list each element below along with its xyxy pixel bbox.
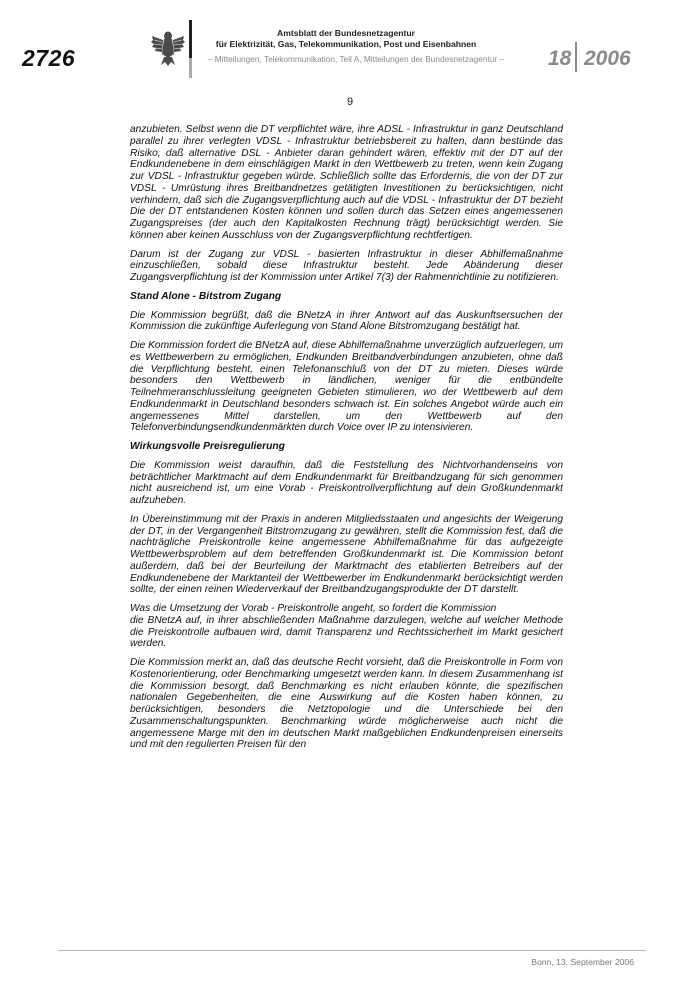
section-heading: Stand Alone - Bitstrom Zugang [130,290,282,302]
footer-date: Bonn, 13. September 2006 [531,957,634,967]
gazette-subtitle: für Elektrizität, Gas, Telekommunikation, Post und Eisenbahnen [215,39,477,49]
issue-year: 2006 [584,47,631,70]
gazette-title: Amtsblatt der Bundesnetzagentur [277,28,415,38]
gazette-section: – Mitteilungen, Telekommunikation, Teil A, Mitteilungen der Bundesnetzagentur – [207,54,505,64]
paragraph: Die Kommission weist daraufhin, daß die Feststellung des Nichtvorhandenseins von beträchtlicher Marktmacht auf dem Endkundenmarkt für Breitbandzugang für sich genommen nicht ausreichend ist, um eine Vorab - Preiskontrollverpflichtung auf dein Großkundenmarkt aufzuheben. [130,459,563,506]
paragraph: anzubieten. Selbst wenn die DT verpflichtet wäre, ihre ADSL - Infrastruktur in ganz Deutschland parallel zu ihrer verlegten VDSL - Infrastruktur betriebsbereit zu halten, dann bestünde das Risiko, daß alternative DSL - Anbieter daran gehindert wären, effektiv mit der DT auf der Endkundenebene in dem einschlägigen Markt in den Wettbewerb zu treten, wenn kein Zugang zur VDSL - Infrastruktur gegeben würde. Schließlich sollte das Erfordernis, die von der DT zur VDSL - Umrüstung ihres Breitbandnetzes getätigten Investitionen zu berücksichtigen, nicht verhindern, daß sich die Zugangsverpflichtung auch auf die VDSL - Infrastruktur der DT bezieht Die der DT entstandenen Kosten können und sollen durch das Setzen eines angemessenen Zugangspreises (der auch den Kapitalkosten Rechnung trägt) berücksichtigt werden. Sie können aber keinen Ausschluss von der Zugangsverpflichtung rechtfertigen. [130,124,563,241]
footer-rule [58,950,646,951]
section-heading: Wirkungsvolle Preisregulierung [130,441,285,452]
paragraph: Darum ist der Zugang zur VDSL - basierten Infrastruktur in dieser Abhilfemaßnahme einzuschließen, sobald diese Infrastruktur besteht. Jede Abänderung dieser Zugangsverpflichtung ist der Kommission unter Artikel 7(3) der Rahmenrichtlinie zu notifizieren. [130,248,563,283]
paragraph: Die Kommission fordert die BNetzA auf, diese Abhilfemaßnahme unverzüglich aufzuerlegen, um es Wettbewerbern zu ermöglichen, Endkunden Breitbandverbindungen anzubieten, ohne daß die Verpflichtung besteht, einen Telefonanschluß von der DT zu mieten. Dieses würde besonders den Wettbewerb in ländlichen, weniger für die entbündelte Teilnehmeranschlussleitung geeigneten Gebieten stimulieren, wo der Wettbewerb auf dem Endkundenmarkt in Deutschland besonders schwach ist. Ein solches Angebot würde auch ein angemessenes Mittel darstellen, um den Wettbewerb auf den Telefonverbindungsendkundenmärkten durch Voice over IP zu intensivieren. [130,340,563,434]
header-divider-accent [189,58,192,78]
paragraph: In Übereinstimmung mit der Praxis in anderen Mitgliedsstaaten und angesichts der Weigerung der DT, in der Vergangenheit Bitstromzugang zu gewähren, stellt die Kommission fest, daß die nachträgliche Preiskontrolle keine angemessene Abhilfemaßnahme für das aufgezeigte Wettbewerbsproblem auf dem betreffenden Großkundenmarkt ist. Die Kommission betont außerdem, daß bei der Beurteilung der Marktmacht des etablierten Betreibers auf der Endkundenebene der Marktanteil der Wettbewerber im Endkundenmarkt berücksichtigt werden sollte, der einen reinen Wiederverkauf der Breitbandzugangsprodukte der DT darstellt. [130,513,563,596]
content-page-number: 9 [346,96,354,108]
issue-number: 18 [548,47,572,70]
paragraph: die BNetzA auf, in ihrer abschließenden Maßnahme darzulegen, welche auf welcher Methode die Preiskontrolle aufbauen wird, damit Transparenz und Rechtssicherheit im Markt gesichert werden. [130,614,563,650]
paragraph: Die Kommission merkt an, daß das deutsche Recht vorsieht, daß die Preiskontrolle in Form von Kostenorientierung, oder Benchmarking umgesetzt werden kann. In diesem Zusammenhang ist die Kommission besorgt, daß Benchmarking es nicht erlauben könnte, die spezifischen nationalen Gegebenheiten, die eine Auswirkung auf die Kosten haben können, zu berücksichtigen, besonders die Netztopologie und die Unterschiede bei den Zusammenschaltungspunkten. Benchmarking würde möglicherweise auch nicht die angemessene Marge mit den im deutschen Markt maßgeblichen Endkundenpreisen einerseits und mit den regulierten Preisen für den [130,657,563,751]
issue-divider [575,42,577,72]
document-body [130,124,563,758]
paragraph: Die Kommission begrüßt, daß die BNetzA in ihrer Antwort auf das Auskunftsersuchen der Kommission die zukünftige Auferlegung von Stand Alone Bitstromzugang bestätigt hat. [130,309,563,333]
page-number: 2726 [22,45,76,71]
federal-eagle-icon [150,28,186,68]
paragraph: Was die Umsetzung der Vorab - Preiskontrolle angeht, so fordert die Kommission [130,603,497,614]
